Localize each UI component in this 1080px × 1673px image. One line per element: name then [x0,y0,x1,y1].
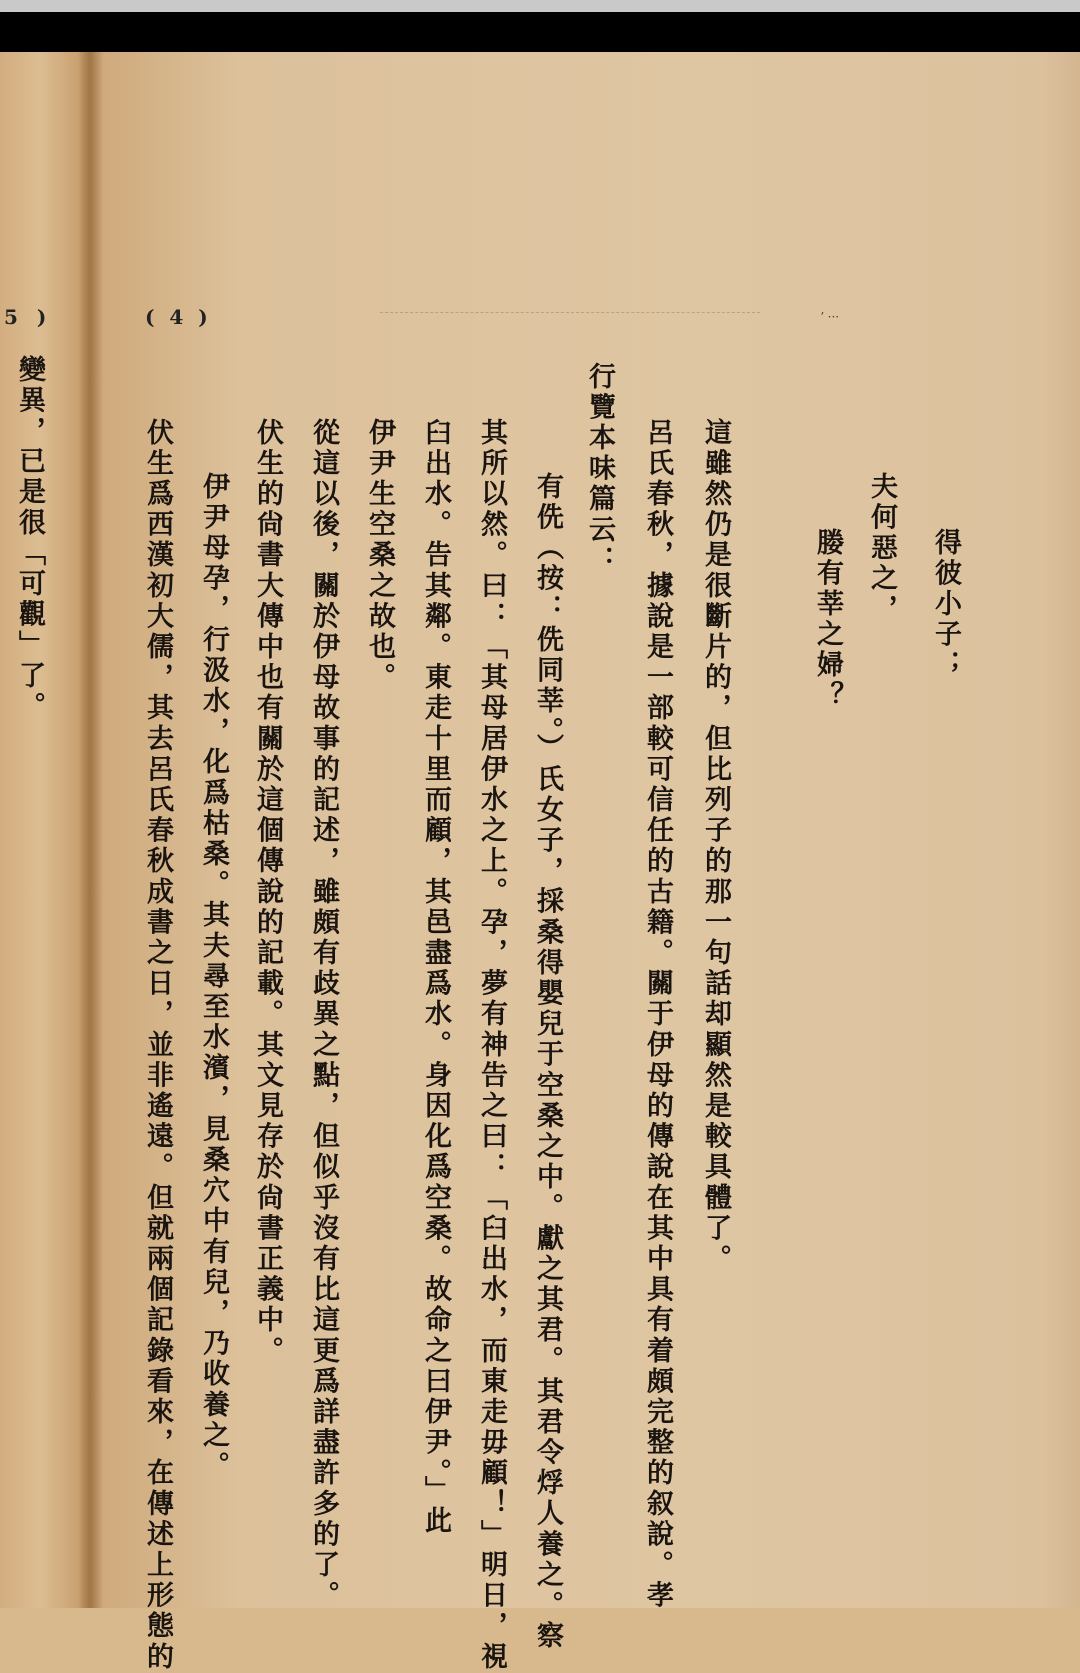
text-column-8: 其所以然。曰：「其母居伊水之上。孕，夢有神告之曰：「臼出水，而東走毋顧！」明日，視 [476,418,507,1673]
text-column-1: 得彼小子； [930,528,961,681]
text-column-12: 伏生的尙書大傳中也有關於這個傳說的記載。其文見存於尙書正義中。 [252,418,283,1367]
text-column-9: 臼出水。告其鄰。東走十里而顧，其邑盡爲水。身因化爲空桑。故命之曰伊尹。」此 [420,418,451,1537]
viewer-toolbar [0,12,1080,52]
previous-page-number: 5 ) [4,305,53,329]
book-gutter [78,52,102,1608]
text-column-10: 伊尹生空桑之故也。 [364,418,395,694]
text-column-14: 伏生爲西漢初大儒，其去呂氏春秋成書之日，並非遙遠。但就兩個記錄看來，在傳述上形態的 [142,418,173,1673]
text-column-4: 這雖然仍是很斷片的，但比列子的那一句話却顯然是較具體了。 [700,418,731,1275]
previous-page-line-1: 變異，已是很「可觀」了。 [14,355,45,723]
page-number: ( 4 ) [145,305,212,329]
text-column-7: 有侁（按：侁同莘。）氏女子，採桑得嬰兒于空桑之中。獻之其君。其君令烰人養之。察 [532,472,563,1652]
text-column-6: 行覽本味篇云： [584,362,615,577]
text-column-2: 夫何惡之， [866,472,897,625]
page-mark: ʼ ··· [820,310,840,324]
text-column-5: 呂氏春秋，據說是一部較可信任的古籍。關于伊母的傳說在其中具有着頗完整的叙說。孝 [642,418,673,1612]
text-column-11: 從這以後，關於伊母故事的記述，雖頗有歧異之點，但似乎沒有比這更爲詳盡許多的了。 [308,418,339,1612]
text-column-3: 媵有莘之婦？ [812,528,843,712]
text-column-13: 伊尹母孕，行汲水，化爲枯桑。其夫尋至水濱，見桑穴中有兒，乃收養之。 [198,472,229,1482]
running-head-faint [380,312,760,323]
viewer-top-strip [0,0,1080,12]
